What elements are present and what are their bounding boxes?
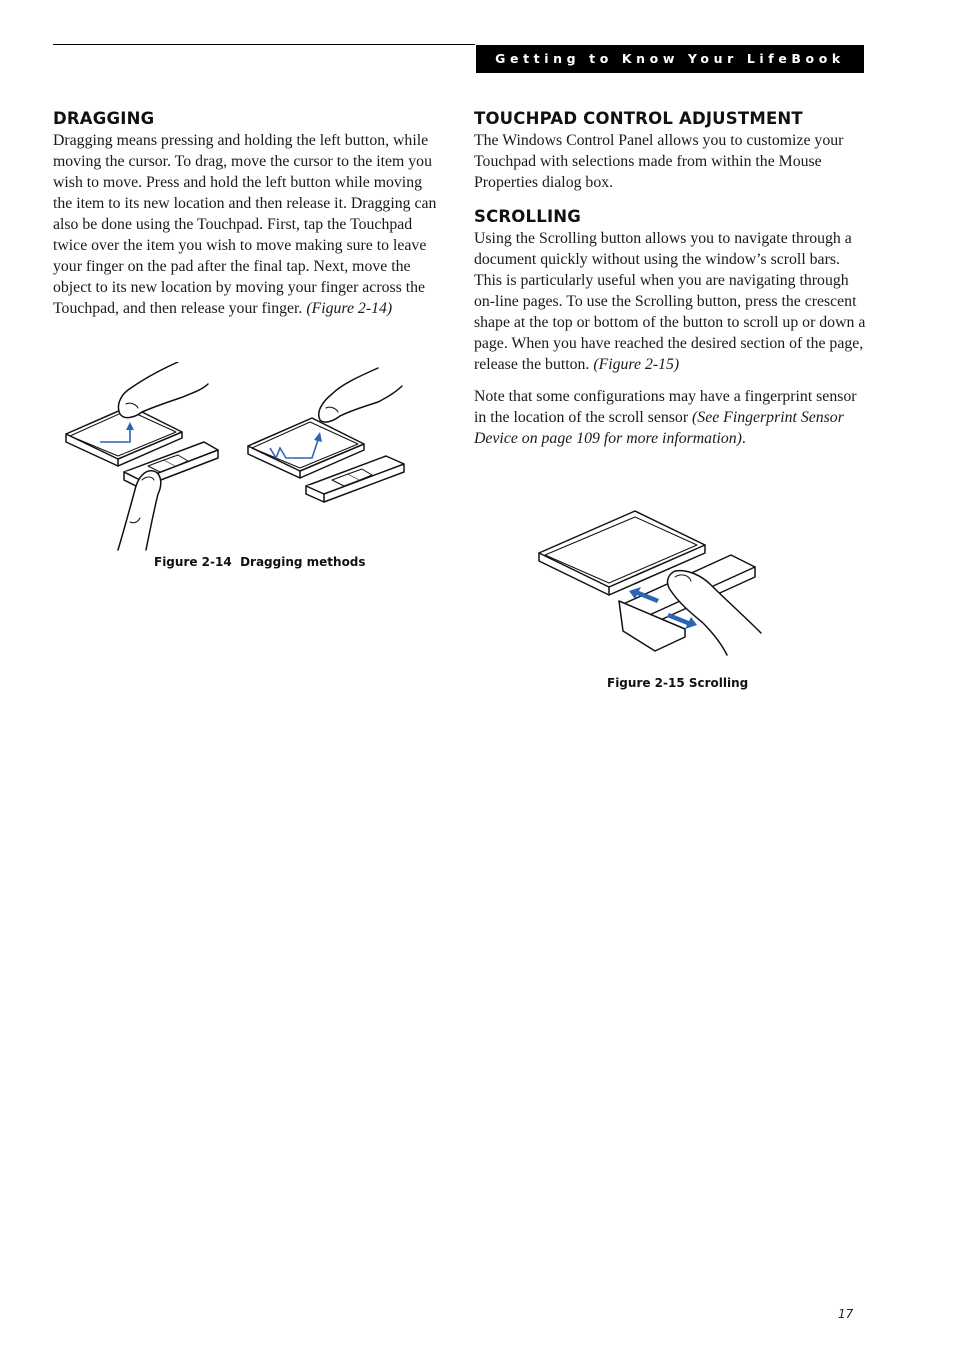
cross-reference: (See Fingerprint Sensor Device on page 109 for more information) [474,409,844,447]
page-number: 17 [838,1307,854,1321]
dragging-paragraph: Dragging means pressing and holding the left button, while moving the cursor. To drag, move the cursor to the item you wish to move. Press and hold the left button while moving the item to its new location and then release it. Dragging can also be done using the Touchpad. First, tap the Touchpad twice over the item you wish to move making sure to leave your finger on the pad after the final tap. Next, move the object to its new location by moving your finger across the Touchpad, and then release your finger. (Figure 2-14) [53,132,437,317]
fingerprint-note: Note that some configurations may have a fingerprint sensor in the location of the scroll sensor (See Fingerprint Sensor Device on page 109 for more information). [474,388,857,447]
left-column [53,108,443,319]
dragging-heading: DRAGGING [53,109,155,128]
finger-bottom-left [118,471,161,550]
figure-ref: (Figure 2-14) [306,300,393,317]
touchpad-illustration-right [248,418,404,502]
scrolling-paragraph: Using the Scrolling button allows you to navigate through a document quickly without using the window’s scroll bars. This is particularly useful when you are navigating through on-line pages. To use the Scrolling button, press the crescent shape at the top or bottom of the button to scroll up or down a page. When you have reached the desired section of the page, release the button. (Figure 2-15) [474,230,866,373]
touchpad-adjustment-paragraph: The Windows Control Panel allows you to customize your Touchpad with selections made from within the Mouse Properties dialog box. [474,132,844,191]
figure-2-15-caption: Figure 2-15 Scrolling [607,676,749,690]
dragging-figure [60,362,420,554]
figure-2-14-caption: Figure 2-14 Dragging methods [154,555,366,569]
finger-top-right [319,368,402,422]
right-column [474,108,866,449]
running-header: Getting to Know Your LifeBook [476,45,864,73]
header-rule [53,44,475,45]
touchpad-adjustment-heading: TOUCHPAD CONTROL ADJUSTMENT [474,109,803,128]
figure-ref: (Figure 2-15) [593,356,680,373]
scrolling-figure [535,505,770,657]
scrolling-heading: SCROLLING [474,207,582,226]
finger-top-left [118,362,208,418]
